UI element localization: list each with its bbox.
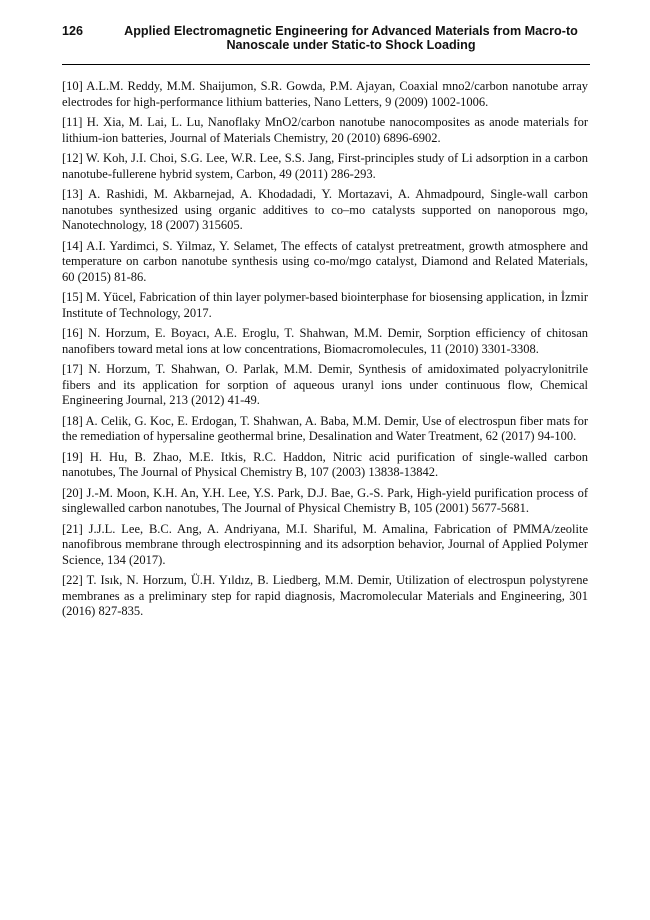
running-header: [62, 24, 590, 65]
page-number: 126: [62, 24, 84, 38]
reference-list: [62, 79, 588, 625]
reference-10: [10] A.L.M. Reddy, M.M. Shaijumon, S.R. Gowda, P.M. Ajayan, Coaxial mno2/carbon nanotube array electrodes for high-performance lithium batteries, Nano Letters, 9 (2009) 1002-1006.: [62, 79, 588, 109]
reference-11: [11] H. Xia, M. Lai, L. Lu, Nanoflaky MnO2/carbon nanotube nanocomposites as anode materials for lithium-ion batteries, Journal of Materials Chemistry, 20 (2010) 6896-6902.: [62, 115, 588, 145]
reference-20: [20] J.-M. Moon, K.H. An, Y.H. Lee, Y.S. Park, D.J. Bae, G.-S. Park, High-yield purification process of singlewalled carbon nanotubes, The Journal of Physical Chemistry B, 105 (2001) 5677-5681.: [62, 485, 588, 515]
reference-12: [12] W. Koh, J.I. Choi, S.G. Lee, W.R. Lee, S.S. Jang, First-principles study of Li adsorption in a carbon nanotube-fullerene hybrid system, Carbon, 49 (2011) 286-293.: [62, 151, 588, 181]
reference-19: [19] H. Hu, B. Zhao, M.E. Itkis, R.C. Haddon, Nitric acid purification of single-walled carbon nanotubes, The Journal of Physical Chemistry B, 107 (2003) 13838-13842.: [62, 449, 588, 479]
reference-21: [21] J.J.L. Lee, B.C. Ang, A. Andriyana, M.I. Shariful, M. Amalina, Fabrication of PMMA/zeolite nanofibrous membrane through electrospinning and its adsorption behavior, Journal of Applied Polymer Science, 134 (2017).: [62, 521, 588, 567]
running-title-line-1: Applied Electromagnetic Engineering for Advanced Materials from Macro-to: [124, 24, 578, 38]
reference-14: [14] A.I. Yardimci, S. Yilmaz, Y. Selamet, The effects of catalyst pretreatment, growth atmosphere and temperature on carbon nanotube synthesis using co-mo/mgo catalyst, Diamond and Related Materials, 60 (2015) 81-86.: [62, 238, 588, 284]
reference-18: [18] A. Celik, G. Koc, E. Erdogan, T. Shahwan, A. Baba, M.M. Demir, Use of electrospun fiber mats for the remediation of hypersaline geothermal brine, Desalination and Water Treatment, 62 (2017) 94-100.: [62, 413, 588, 443]
reference-16: [16] N. Horzum, E. Boyacı, A.E. Eroglu, T. Shahwan, M.M. Demir, Sorption efficiency of chitosan nanofibers toward metal ions at low concentrations, Biomacromolecules, 11 (2010) 3301-3308.: [62, 326, 588, 356]
reference-15: [15] M. Yücel, Fabrication of thin layer polymer-based biointerphase for biosensing application, in İzmir Institute of Technology, 2017.: [62, 290, 588, 320]
reference-17: [17] N. Horzum, T. Shahwan, O. Parlak, M.M. Demir, Synthesis of amidoximated polyacrylonitrile fibers and its application for sorption of aqueous uranyl ions under continuous flow, Chemical Engineering Journal, 213 (2012) 41-49.: [62, 362, 588, 407]
running-title-line-2: Nanoscale under Static-to Shock Loading: [226, 38, 476, 52]
reference-13: [13] A. Rashidi, M. Akbarnejad, A. Khodadadi, Y. Mortazavi, A. Ahmadpourd, Single-wall carbon nanotubes synthesized using organic additives to co–mo catalysts supported on nanoporous mgo, Nanotechnology, 18 (2007) 315605.: [62, 187, 588, 232]
reference-22: [22] T. Isık, N. Horzum, Ü.H. Yıldız, B. Liedberg, M.M. Demir, Utilization of electrospun polystyrene membranes as a preliminary step for rapid diagnosis, Macromolecular Materials and Engineering, 301 (2016) 827-835.: [62, 573, 588, 618]
running-title: [112, 24, 590, 52]
